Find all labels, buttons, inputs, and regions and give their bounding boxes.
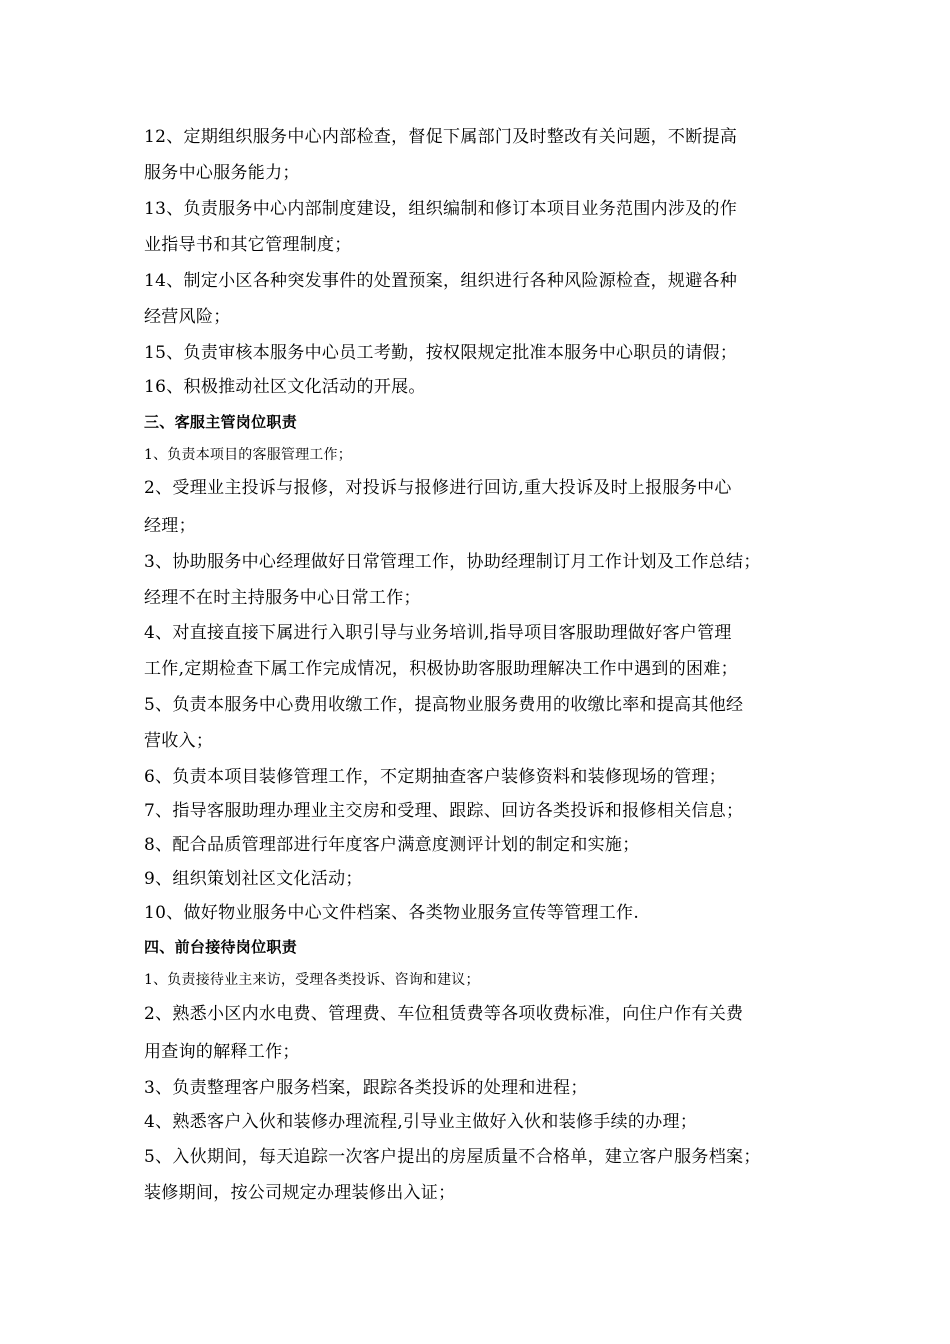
fd-item-2: 2、熟悉小区内水电费、管理费、车位租赁费等各项收费标准，向住户作有关费 [144, 1004, 744, 1024]
fd-item-2-cont: 用查询的解释工作； [144, 1042, 300, 1062]
item-14: 14、制定小区各种突发事件的处置预案，组织进行各种风险源检查，规避各种 [144, 271, 738, 291]
cs-item-9: 9、组织策划社区文化活动； [144, 869, 363, 889]
item-13-cont: 业指导书和其它管理制度； [144, 235, 352, 255]
section-heading-customer-service-supervisor: 三、客服主管岗位职责 [144, 413, 298, 431]
cs-item-7: 7、指导客服助理办理业主交房和受理、跟踪、回访各类投诉和报修相关信息； [144, 801, 744, 821]
cs-item-4-cont: 工作,定期检查下属工作完成情况，积极协助客服助理解决工作中遇到的困难； [144, 659, 738, 679]
section-heading-front-desk: 四、前台接待岗位职责 [144, 938, 298, 956]
fd-item-1: 1、负责接待业主来访，受理各类投诉、咨询和建议； [144, 972, 480, 988]
cs-item-5-cont: 营收入； [144, 731, 214, 751]
cs-item-2-cont: 经理； [144, 516, 196, 536]
cs-item-6: 6、负责本项目装修管理工作，不定期抽查客户装修资料和装修现场的管理； [144, 767, 727, 787]
item-15: 15、负责审核本服务中心员工考勤，按权限规定批准本服务中心职员的请假； [144, 343, 738, 363]
cs-item-1: 1、负责本项目的客服管理工作； [144, 447, 352, 463]
item-13: 13、负责服务中心内部制度建设，组织编制和修订本项目业务范围内涉及的作 [144, 199, 738, 219]
cs-item-3-cont: 经理不在时主持服务中心日常工作； [144, 588, 421, 608]
item-14-cont: 经营风险； [144, 307, 231, 327]
fd-item-3: 3、负责整理客户服务档案，跟踪各类投诉的处理和进程； [144, 1078, 588, 1098]
cs-item-5: 5、负责本服务中心费用收缴工作，提高物业服务费用的收缴比率和提高其他经 [144, 695, 744, 715]
cs-item-2: 2、受理业主投诉与报修，对投诉与报修进行回访,重大投诉及时上报服务中心 [144, 478, 732, 498]
item-12-cont: 服务中心服务能力； [144, 163, 300, 183]
cs-item-10: 10、做好物业服务中心文件档案、各类物业服务宣传等管理工作. [144, 903, 640, 923]
cs-item-4: 4、对直接直接下属进行入职引导与业务培训,指导项目客服助理做好客户管理 [144, 623, 732, 643]
fd-item-5-cont: 装修期间，按公司规定办理装修出入证； [144, 1183, 456, 1203]
cs-item-8: 8、配合品质管理部进行年度客户满意度测评计划的制定和实施； [144, 835, 640, 855]
fd-item-5: 5、入伙期间，每天追踪一次客户提出的房屋质量不合格单，建立客户服务档案； [144, 1147, 761, 1167]
fd-item-4: 4、熟悉客户入伙和装修办理流程,引导业主做好入伙和装修手续的办理； [144, 1112, 698, 1132]
cs-item-3: 3、协助服务中心经理做好日常管理工作，协助经理制订月工作计划及工作总结； [144, 552, 761, 572]
item-12: 12、定期组织服务中心内部检查，督促下属部门及时整改有关问题，不断提高 [144, 127, 738, 147]
item-16: 16、积极推动社区文化活动的开展。 [144, 377, 426, 397]
